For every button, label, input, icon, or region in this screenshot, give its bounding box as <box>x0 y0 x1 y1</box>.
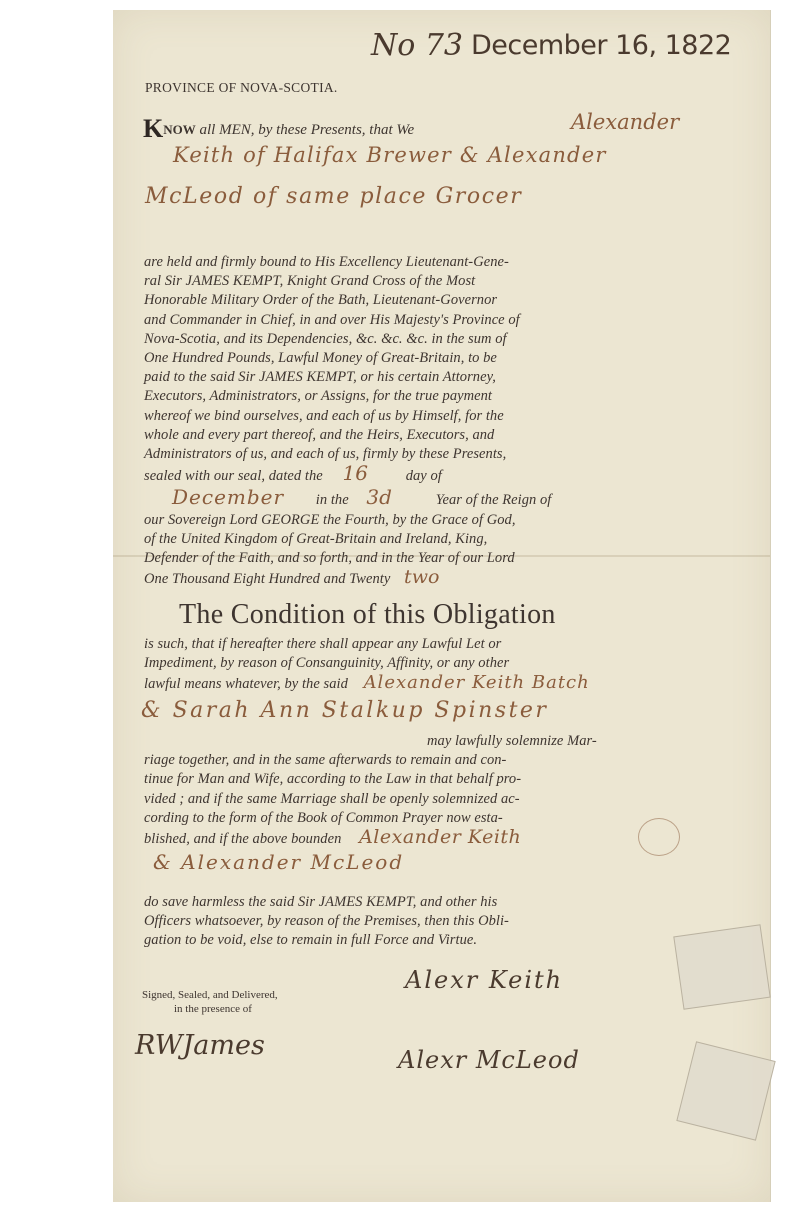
bond-line: whole and every part thereof, and the Heirs, Executors, and <box>144 426 495 443</box>
handwritten-name-3: McLeod of same place Grocer <box>145 184 523 209</box>
handwritten-year: two <box>404 566 440 589</box>
handwritten-month: December <box>172 485 285 510</box>
seal-outline <box>638 818 680 856</box>
drop-cap: K <box>143 114 164 143</box>
dated-suffix: day of <box>405 468 442 485</box>
month-in-the: in the <box>315 492 349 509</box>
year-prefix: One Thousand Eight Hundred and Twenty <box>144 571 391 588</box>
bond-line: ral Sir JAMES KEMPT, Knight Grand Cross of the Most <box>144 273 476 290</box>
know-rest: all MEN, by these Presents, that We <box>199 122 415 138</box>
closing-paragraph <box>144 893 509 951</box>
bond-line: whereof we bind ourselves, and each of us by Himself, for the <box>144 407 504 424</box>
handwritten-and-mcleod: & Alexander McLeod <box>153 850 405 874</box>
signed-line: in the presence of <box>174 1003 252 1015</box>
reign-line: Defender of the Faith, and so forth, and in the Year of our Lord <box>144 550 515 567</box>
marriage-line: riage together, and in the same afterwards to remain and con- <box>144 752 507 769</box>
wafer-seal <box>676 1041 775 1140</box>
handwritten-bounden: Alexander Keith <box>359 826 522 849</box>
know-all-men-line <box>143 114 414 144</box>
handwritten-day: 16 <box>342 461 368 486</box>
signature-mcleod: Alexr McLeod <box>398 1046 580 1074</box>
closing-line: gation to be void, else to remain in full Force and Virtue. <box>144 932 478 949</box>
signature-keith: Alexr Keith <box>405 966 564 994</box>
know-now: NOW <box>163 122 196 137</box>
reign-line: our Sovereign Lord GEORGE the Fourth, by the Grace of God, <box>144 511 516 528</box>
bond-paragraph <box>144 253 551 589</box>
dated-line <box>144 461 551 486</box>
handwritten-regnal-year: 3d <box>366 485 393 510</box>
signed-sealed-delivered <box>142 988 278 1016</box>
wafer-seal <box>673 924 770 1010</box>
witness-signature: RWJames <box>135 1030 265 1061</box>
marriage-paragraph <box>144 732 597 849</box>
bond-line: Nova-Scotia, and its Dependencies, &c. &c. &c. in the sum of <box>144 330 507 347</box>
month-suffix: Year of the Reign of <box>435 492 552 509</box>
condition-line: is such, that if hereafter there shall appear any Lawful Let or <box>144 636 502 652</box>
bounden-line <box>144 828 597 849</box>
year-line <box>144 568 551 589</box>
marriage-line: may lawfully solemnize Mar- <box>427 733 597 749</box>
handwritten-couple: & Sarah Ann Stalkup Spinster <box>141 698 549 723</box>
bond-line: Executors, Administrators, or Assigns, for the true payment <box>144 388 492 405</box>
said-line <box>144 673 590 694</box>
document-number: No 73 <box>371 28 464 63</box>
province-heading: PROVINCE OF NOVA-SCOTIA. <box>145 80 338 95</box>
condition-line: Impediment, by reason of Consanguinity, Affinity, or any other <box>144 655 510 672</box>
bond-line: Administrators of us, and each of us, firmly by these Presents, <box>144 446 507 463</box>
condition-paragraph <box>144 635 590 695</box>
closing-line: Officers whatsoever, by reason of the Premises, then this Obli- <box>144 913 509 930</box>
handwritten-name-1: Alexander <box>571 110 680 134</box>
bond-line: are held and firmly bound to His Excellency Lieutenant-Gene- <box>144 254 509 270</box>
bond-line: One Hundred Pounds, Lawful Money of Great-Britain, to be <box>144 350 497 367</box>
signed-line: Signed, Sealed, and Delivered, <box>142 989 278 1001</box>
bond-line: and Commander in Chief, in and over His Majesty's Province of <box>144 311 520 328</box>
handwritten-groom: Alexander Keith Batch <box>363 672 590 694</box>
document-page <box>113 10 771 1202</box>
closing-line: do save harmless the said Sir JAMES KEMPT, and other his <box>144 894 498 910</box>
bond-line: Honorable Military Order of the Bath, Lieutenant-Governor <box>144 292 498 309</box>
condition-title: The Condition of this Obligation <box>179 599 556 630</box>
bond-line: paid to the said Sir JAMES KEMPT, or his certain Attorney, <box>144 369 496 386</box>
marriage-line: tinue for Man and Wife, according to the Law in that behalf pro- <box>144 771 522 788</box>
month-line <box>144 485 552 510</box>
reign-line: of the United Kingdom of Great-Britain and Ireland, King, <box>144 530 488 547</box>
said-prefix: lawful means whatever, by the said <box>144 676 348 693</box>
bounden-prefix: blished, and if the above bounden <box>144 831 342 848</box>
document-date: December 16, 1822 <box>471 30 732 61</box>
marriage-line: cording to the form of the Book of Common Prayer now esta- <box>144 809 503 826</box>
dated-prefix: sealed with our seal, dated the <box>144 468 323 485</box>
marriage-line: vided ; and if the same Marriage shall be openly solemnized ac- <box>144 790 520 807</box>
handwritten-name-2: Keith of Halifax Brewer & Alexander <box>173 143 607 167</box>
